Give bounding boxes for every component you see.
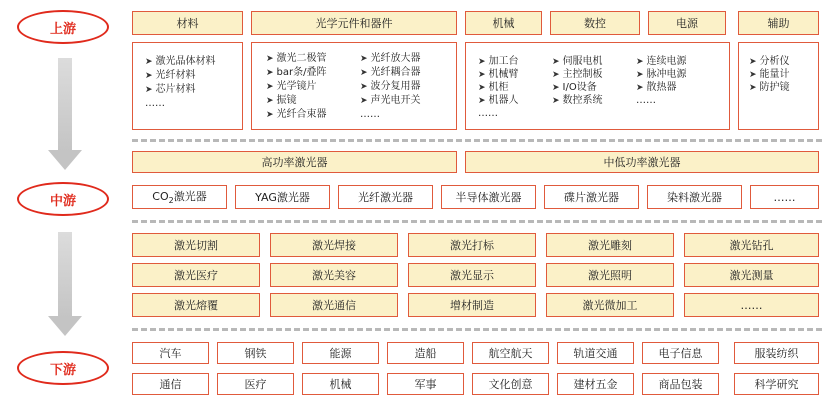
- list-item: [266, 94, 297, 108]
- laser-type-label: 染料激光器: [667, 191, 722, 204]
- application-label: 激光美容: [312, 269, 356, 282]
- list-item: [478, 55, 519, 69]
- industry-label: 造船: [414, 347, 437, 360]
- bullet-arrow-icon: ➤: [636, 57, 644, 67]
- list-item: [360, 66, 421, 80]
- industry-label: 商品包装: [658, 378, 703, 391]
- flow-arrow-mid-to-down-shaft: [58, 232, 72, 318]
- application-cell: [132, 263, 260, 287]
- upstream-aux-header: [738, 11, 819, 35]
- bullet-arrow-icon: ➤: [478, 70, 486, 80]
- industry-label: 科学研究: [754, 378, 799, 391]
- application-cell: [132, 233, 260, 257]
- laser-type-fiber: [338, 185, 433, 209]
- bullet-arrow-icon: ➤: [266, 68, 274, 78]
- application-label: 激光切割: [174, 239, 218, 252]
- industry-cell: [217, 342, 294, 364]
- list-item-text: 数控系统: [562, 95, 603, 106]
- application-cell: [546, 233, 674, 257]
- bullet-arrow-icon: ➤: [266, 82, 274, 92]
- list-item: [266, 52, 327, 66]
- list-item-text: 伺服电机: [562, 56, 603, 67]
- upstream-materials-title: 材料: [176, 17, 199, 30]
- application-cell: [408, 293, 536, 317]
- list-item-text: 机柜: [488, 82, 509, 93]
- list-item-text: 光纤材料: [155, 70, 196, 81]
- section-divider: [132, 139, 822, 142]
- application-cell: [270, 263, 398, 287]
- upstream-power-header: [648, 11, 726, 35]
- laser-type-label: $CO_2$激光器: [152, 190, 207, 206]
- bullet-arrow-icon: ➤: [145, 71, 153, 81]
- industry-cell: [132, 373, 209, 395]
- midstream-category-low-power: [465, 151, 819, 173]
- application-cell: [408, 263, 536, 287]
- application-label: 激光显示: [450, 269, 494, 282]
- application-label: 激光焊接: [312, 239, 356, 252]
- bullet-arrow-icon: ➤: [552, 57, 560, 67]
- list-item: [145, 69, 196, 83]
- bullet-arrow-icon: ➤: [266, 110, 274, 120]
- list-item: [749, 81, 790, 95]
- bullet-arrow-icon: ➤: [552, 96, 560, 106]
- list-item: [749, 55, 790, 69]
- application-label: 激光熔覆: [174, 299, 218, 312]
- category-label: 高功率激光器: [261, 156, 328, 169]
- industry-label: 钢铁: [244, 347, 267, 360]
- list-item: [360, 94, 421, 108]
- bullet-arrow-icon: ➤: [360, 68, 368, 78]
- list-item-text: 加工台: [488, 56, 519, 67]
- list-item-text: 声光电开关: [370, 95, 421, 106]
- stage-downstream-label: 下游: [49, 362, 76, 378]
- industry-label: 服装纺织: [754, 347, 799, 360]
- application-label: 激光钻孔: [729, 239, 774, 252]
- laser-type-label: 半导体激光器: [455, 191, 522, 204]
- list-item-text: ……: [360, 109, 380, 120]
- list-item-text: 光纤合束器: [276, 109, 327, 120]
- application-label: ……: [740, 298, 763, 312]
- section-divider: [132, 220, 822, 223]
- bullet-arrow-icon: ➤: [749, 70, 757, 80]
- industry-label: 航空航天: [488, 347, 533, 360]
- laser-type-label: 光纤激光器: [358, 191, 413, 204]
- application-label: 激光打标: [450, 239, 494, 252]
- upstream-optics-list: [251, 42, 457, 130]
- list-item: [749, 68, 790, 82]
- application-cell: [270, 293, 398, 317]
- list-item-text: 连续电源: [646, 56, 687, 67]
- bullet-arrow-icon: ➤: [360, 54, 368, 64]
- list-item-text: 振镜: [276, 95, 297, 106]
- list-item-text: I/O设备: [562, 82, 597, 93]
- industry-label: 电子信息: [658, 347, 703, 360]
- list-item: [552, 94, 603, 108]
- application-label: 增材制造: [450, 299, 494, 312]
- list-item: [360, 52, 421, 66]
- upstream-nc-header: [550, 11, 640, 35]
- section-divider: [132, 328, 822, 331]
- application-cell: [546, 263, 674, 287]
- laser-type-more: [750, 185, 819, 209]
- bullet-arrow-icon: ➤: [266, 96, 274, 106]
- bullet-arrow-icon: ➤: [636, 70, 644, 80]
- industry-cell: [132, 342, 209, 364]
- list-item-text: 光学镜片: [276, 81, 317, 92]
- list-item: [552, 68, 603, 82]
- industry-label: 通信: [159, 378, 182, 391]
- list-item-ellipsis: [478, 107, 498, 120]
- laser-type-label: 碟片激光器: [564, 191, 619, 204]
- industry-cell: [557, 342, 634, 364]
- list-item-text: 机器人: [488, 95, 519, 106]
- upstream-optics-header: [251, 11, 457, 35]
- industry-cell: [557, 373, 634, 395]
- upstream-machinery-title: 机械: [492, 17, 515, 30]
- bullet-arrow-icon: ➤: [360, 96, 368, 106]
- list-item-text: 光纤放大器: [370, 53, 421, 64]
- industry-cell: [642, 373, 719, 395]
- application-cell: [684, 263, 819, 287]
- laser-type-label: YAG激光器: [255, 191, 310, 204]
- industry-cell: [472, 373, 549, 395]
- bullet-arrow-icon: ➤: [552, 83, 560, 93]
- industry-cell: [387, 373, 464, 395]
- upstream-materials-list: [132, 42, 243, 130]
- stage-upstream: [17, 10, 109, 44]
- bullet-arrow-icon: ➤: [478, 96, 486, 106]
- list-item-text: 芯片材料: [155, 84, 196, 95]
- list-item: [636, 55, 687, 69]
- list-item: [552, 55, 603, 69]
- upstream-machinery-header: [465, 11, 542, 35]
- laser-type-dye: [647, 185, 742, 209]
- stage-downstream: [17, 351, 109, 385]
- industry-cell: [642, 342, 719, 364]
- list-item-text: 散热器: [646, 82, 677, 93]
- application-cell: [684, 233, 819, 257]
- list-item: [636, 81, 677, 95]
- list-item-text: 主控制板: [562, 69, 603, 80]
- list-item-text: 防护镜: [759, 82, 790, 93]
- upstream-equipment-list: [465, 42, 730, 130]
- industry-cell: [387, 342, 464, 364]
- application-cell: [408, 233, 536, 257]
- list-item: [478, 94, 519, 108]
- bullet-arrow-icon: ➤: [636, 83, 644, 93]
- industry-label: 轨道交通: [573, 347, 618, 360]
- bullet-arrow-icon: ➤: [145, 85, 153, 95]
- list-item-text: ……: [636, 95, 656, 106]
- industry-label: 军事: [414, 378, 437, 391]
- flow-arrow-up-to-mid-shaft: [58, 58, 72, 152]
- list-item: [266, 108, 327, 122]
- category-label: 中低功率激光器: [603, 156, 681, 169]
- bullet-arrow-icon: ➤: [478, 83, 486, 93]
- midstream-category-high-power: [132, 151, 457, 173]
- laser-type-yag: [235, 185, 330, 209]
- bullet-arrow-icon: ➤: [266, 54, 274, 64]
- list-item-ellipsis: [360, 108, 380, 121]
- laser-type-label: ……: [773, 190, 796, 204]
- application-label: 激光照明: [588, 269, 632, 282]
- laser-type-disk: [544, 185, 639, 209]
- industry-cell: [734, 373, 819, 395]
- list-item-text: 分析仪: [759, 56, 790, 67]
- list-item-text: 机械臂: [488, 69, 519, 80]
- industry-label: 文化创意: [488, 378, 533, 391]
- industry-label: 机械: [329, 378, 352, 391]
- upstream-power-title: 电源: [676, 17, 698, 30]
- application-label: 激光通信: [312, 299, 356, 312]
- industry-label: 医疗: [244, 378, 267, 391]
- flow-arrow-down-icon: [48, 150, 82, 172]
- upstream-aux-list: [738, 42, 819, 130]
- stage-upstream-label: 上游: [49, 21, 76, 37]
- list-item: [552, 81, 597, 95]
- application-label: 激光医疗: [174, 269, 218, 282]
- industry-cell: [472, 342, 549, 364]
- industry-cell: [217, 373, 294, 395]
- list-item-text: ……: [145, 98, 165, 109]
- industry-label: 能源: [329, 347, 352, 360]
- laser-type-co2: [132, 185, 227, 209]
- industry-label: 汽车: [159, 347, 182, 360]
- bullet-arrow-icon: ➤: [552, 70, 560, 80]
- list-item-text: 激光晶体材料: [155, 56, 216, 67]
- list-item-text: 光纤耦合器: [370, 67, 421, 78]
- bullet-arrow-icon: ➤: [145, 57, 153, 67]
- application-cell: [684, 293, 819, 317]
- list-item-text: 能量计: [759, 69, 790, 80]
- list-item-text: 波分复用器: [370, 81, 421, 92]
- upstream-optics-title: 光学元件和器件: [315, 17, 393, 30]
- list-item: [145, 55, 216, 69]
- upstream-aux-title: 辅助: [767, 17, 790, 30]
- application-cell: [132, 293, 260, 317]
- list-item-text: 脉冲电源: [646, 69, 687, 80]
- list-item: [266, 80, 317, 94]
- list-item: [478, 81, 509, 95]
- bullet-arrow-icon: ➤: [749, 83, 757, 93]
- list-item-ellipsis: [145, 97, 165, 110]
- list-item: [360, 80, 421, 94]
- upstream-nc-title: 数控: [584, 17, 606, 30]
- flow-arrow-down-icon: [48, 316, 82, 338]
- laser-type-semiconductor: [441, 185, 536, 209]
- list-item: [636, 68, 687, 82]
- list-item-text: 激光二极管: [276, 53, 327, 64]
- industry-label: 建材五金: [573, 378, 618, 391]
- bullet-arrow-icon: ➤: [478, 57, 486, 67]
- stage-midstream: [17, 182, 109, 216]
- application-cell: [270, 233, 398, 257]
- application-cell: [546, 293, 674, 317]
- bullet-arrow-icon: ➤: [749, 57, 757, 67]
- list-item: [266, 66, 327, 80]
- industry-cell: [302, 342, 379, 364]
- list-item-text: ……: [478, 108, 498, 119]
- list-item-text: bar条/叠阵: [276, 67, 327, 78]
- application-label: 激光微加工: [582, 299, 638, 312]
- stage-midstream-label: 中游: [49, 193, 76, 209]
- list-item: [145, 83, 196, 97]
- bullet-arrow-icon: ➤: [360, 82, 368, 92]
- industry-cell: [734, 342, 819, 364]
- application-label: 激光测量: [729, 269, 774, 282]
- industry-cell: [302, 373, 379, 395]
- upstream-materials-header: [132, 11, 243, 35]
- list-item: [478, 68, 519, 82]
- list-item-ellipsis: [636, 94, 656, 107]
- application-label: 激光雕刻: [588, 239, 632, 252]
